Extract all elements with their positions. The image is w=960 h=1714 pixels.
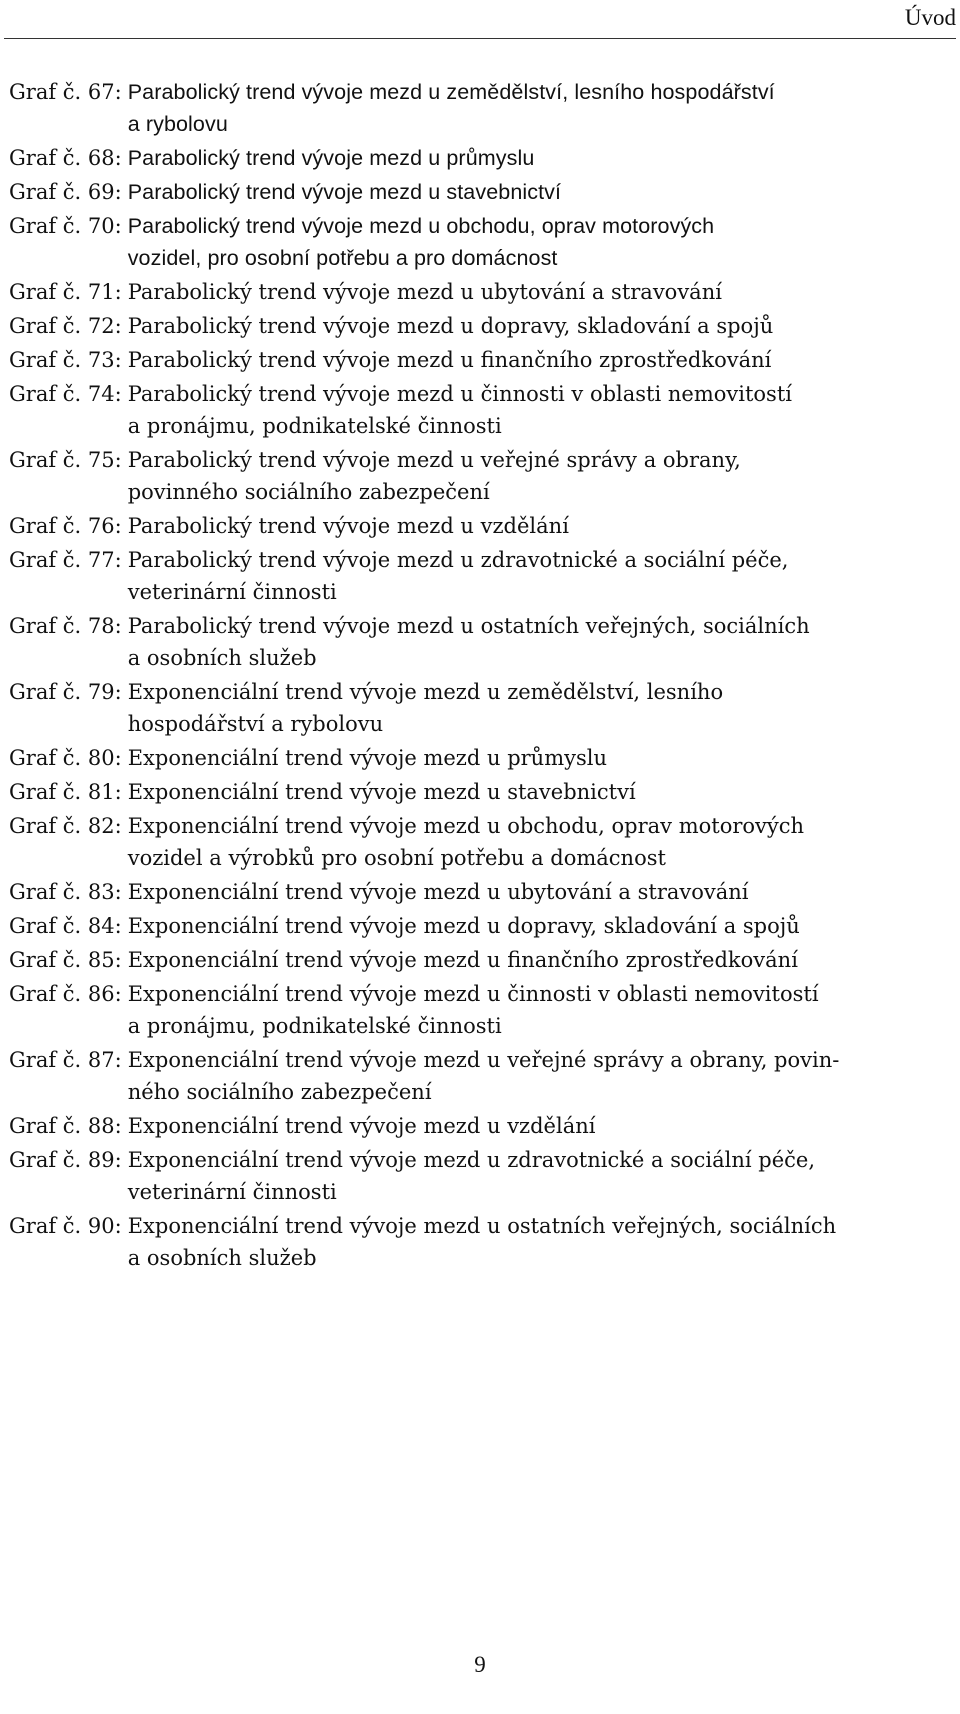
figure-entry-title [128,944,939,976]
figure-entry-title-line: Parabolický trend vývoje mezd u zemědělství, lesního hospodářství [127,80,775,104]
figure-entry-title [128,444,939,508]
figure-entry-label: Graf č. 73: [9,348,122,372]
header-divider [4,38,956,39]
figure-entry[interactable] [9,1044,939,1108]
figure-entry[interactable] [9,1110,939,1142]
figure-entry-label: Graf č. 68: [9,146,122,170]
figure-entry-label: Graf č. 75: [9,448,122,472]
figure-entry-title [128,810,939,874]
figure-entry-title-line: Exponenciální trend vývoje mezd u vzdělání [127,1114,596,1138]
figure-entry-label: Graf č. 69: [9,180,122,204]
figure-entry-title-line: a osobních služeb [127,1246,317,1270]
figure-entry-title [128,76,939,140]
figure-entry-label: Graf č. 86: [9,982,122,1006]
figure-entry-title [128,344,939,376]
figure-entry[interactable] [9,944,939,976]
figure-entry-title-line: Parabolický trend vývoje mezd u činnosti v oblasti nemovitostí [127,382,792,406]
figure-entry-title-line: Parabolický trend vývoje mezd u ostatních veřejných, sociálních [127,614,810,638]
figure-entry-label: Graf č. 76: [9,514,122,538]
figure-entry[interactable] [9,610,939,674]
figure-entry[interactable] [9,544,939,608]
list-of-figures [9,76,939,1276]
figure-entry-title [128,210,939,274]
figure-entry[interactable] [9,910,939,942]
figure-entry-title-line: Parabolický trend vývoje mezd u vzdělání [127,514,569,538]
figure-entry-title-line: povinného sociálního zabezpečení [127,480,490,504]
figure-entry-title-line: Parabolický trend vývoje mezd u obchodu, oprav motorových [127,214,715,238]
figure-entry-title [128,176,939,208]
figure-entry-title [128,876,939,908]
figure-entry[interactable] [9,510,939,542]
figure-entry-title-line: Exponenciální trend vývoje mezd u ubytování a stravování [127,880,749,904]
figure-entry-title [128,510,939,542]
figure-entry-title [128,1210,939,1274]
figure-entry-title [128,1110,939,1142]
figure-entry-title-line: a osobních služeb [127,646,317,670]
figure-entry-title-line: veterinární činnosti [127,1180,337,1204]
figure-entry-label: Graf č. 74: [9,382,122,406]
figure-entry-label: Graf č. 79: [9,680,122,704]
figure-entry-title [128,142,939,174]
figure-entry[interactable] [9,176,939,208]
figure-entry[interactable] [9,1144,939,1208]
figure-entry-label: Graf č. 83: [9,880,122,904]
figure-entry-title-line: Parabolický trend vývoje mezd u veřejné správy a obrany, [127,448,741,472]
figure-entry-title-line: a pronájmu, podnikatelské činnosti [127,1014,502,1038]
figure-entry-title-line: a pronájmu, podnikatelské činnosti [127,414,502,438]
figure-entry-title-line: Exponenciální trend vývoje mezd u obchodu, oprav motorových [127,814,805,838]
figure-entry-title [128,378,939,442]
figure-entry[interactable] [9,210,939,274]
figure-entry[interactable] [9,876,939,908]
figure-entry-title-line: Exponenciální trend vývoje mezd u stavebnictví [127,780,636,804]
figure-entry[interactable] [9,1210,939,1274]
figure-entry-title [128,910,939,942]
figure-entry-title [128,1044,939,1108]
figure-entry[interactable] [9,742,939,774]
figure-entry[interactable] [9,444,939,508]
figure-entry[interactable] [9,276,939,308]
figure-entry-title-line: Exponenciální trend vývoje mezd u zemědělství, lesního [127,680,724,704]
figure-entry[interactable] [9,776,939,808]
figure-entry-label: Graf č. 77: [9,548,122,572]
figure-entry-title-line: Exponenciální trend vývoje mezd u zdravotnické a sociální péče, [127,1148,816,1172]
figure-entry[interactable] [9,378,939,442]
figure-entry-title-line: Exponenciální trend vývoje mezd u finančního zprostředkování [127,948,798,972]
figure-entry-title [128,276,939,308]
figure-entry-title-line: Exponenciální trend vývoje mezd u činnosti v oblasti nemovitostí [127,982,819,1006]
figure-entry-title-line: Parabolický trend vývoje mezd u průmyslu [127,146,535,170]
figure-entry-label: Graf č. 89: [9,1148,122,1172]
figure-entry-title-line: Parabolický trend vývoje mezd u dopravy, skladování a spojů [127,314,774,338]
figure-entry[interactable] [9,676,939,740]
figure-entry-title-line: vozidel, pro osobní potřebu a pro domácnost [127,246,558,270]
figure-entry-label: Graf č. 78: [9,614,122,638]
figure-entry-label: Graf č. 70: [9,214,122,238]
figure-entry-title-line: Parabolický trend vývoje mezd u finančního zprostředkování [127,348,772,372]
figure-entry-title-line: Exponenciální trend vývoje mezd u dopravy, skladování a spojů [127,914,800,938]
page-number: 9 [474,1652,486,1677]
figure-entry-label: Graf č. 84: [9,914,122,938]
figure-entry-title-line: Parabolický trend vývoje mezd u stavebnictví [127,180,562,204]
figure-entry-title-line: Parabolický trend vývoje mezd u ubytování a stravování [127,280,722,304]
figure-entry-title [128,610,939,674]
figure-entry-label: Graf č. 81: [9,780,122,804]
figure-entry-label: Graf č. 85: [9,948,122,972]
figure-entry-label: Graf č. 80: [9,746,122,770]
running-header-section-title: Úvod [904,5,956,30]
figure-entry[interactable] [9,142,939,174]
figure-entry-label: Graf č. 67: [9,80,122,104]
figure-entry-title-line: vozidel a výrobků pro osobní potřebu a domácnost [127,846,666,870]
figure-entry-label: Graf č. 87: [9,1048,122,1072]
figure-entry-label: Graf č. 88: [9,1114,122,1138]
figure-entry[interactable] [9,344,939,376]
figure-entry-title [128,310,939,342]
figure-entry[interactable] [9,310,939,342]
figure-entry[interactable] [9,810,939,874]
figure-entry-label: Graf č. 90: [9,1214,122,1238]
figure-entry[interactable] [9,978,939,1042]
figure-entry-label: Graf č. 82: [9,814,122,838]
figure-entry-title-line: Parabolický trend vývoje mezd u zdravotnické a sociální péče, [127,548,789,572]
figure-entry-title-line: veterinární činnosti [127,580,337,604]
figure-entry-title [128,676,939,740]
figure-entry-title-line: a rybolovu [127,112,228,136]
figure-entry-title-line: Exponenciální trend vývoje mezd u průmyslu [127,746,607,770]
figure-entry-title-line: ného sociálního zabezpečení [127,1080,432,1104]
figure-entry-title [128,1144,939,1208]
figure-entry-label: Graf č. 72: [9,314,122,338]
figure-entry[interactable] [9,76,939,140]
figure-entry-title-line: hospodářství a rybolovu [127,712,384,736]
figure-entry-label: Graf č. 71: [9,280,122,304]
figure-entry-title [128,742,939,774]
figure-entry-title [128,978,939,1042]
figure-entry-title [128,776,939,808]
figure-entry-title-line: Exponenciální trend vývoje mezd u veřejné správy a obrany, povin- [127,1048,840,1072]
figure-entry-title [128,544,939,608]
figure-entry-title-line: Exponenciální trend vývoje mezd u ostatních veřejných, sociálních [127,1214,837,1238]
